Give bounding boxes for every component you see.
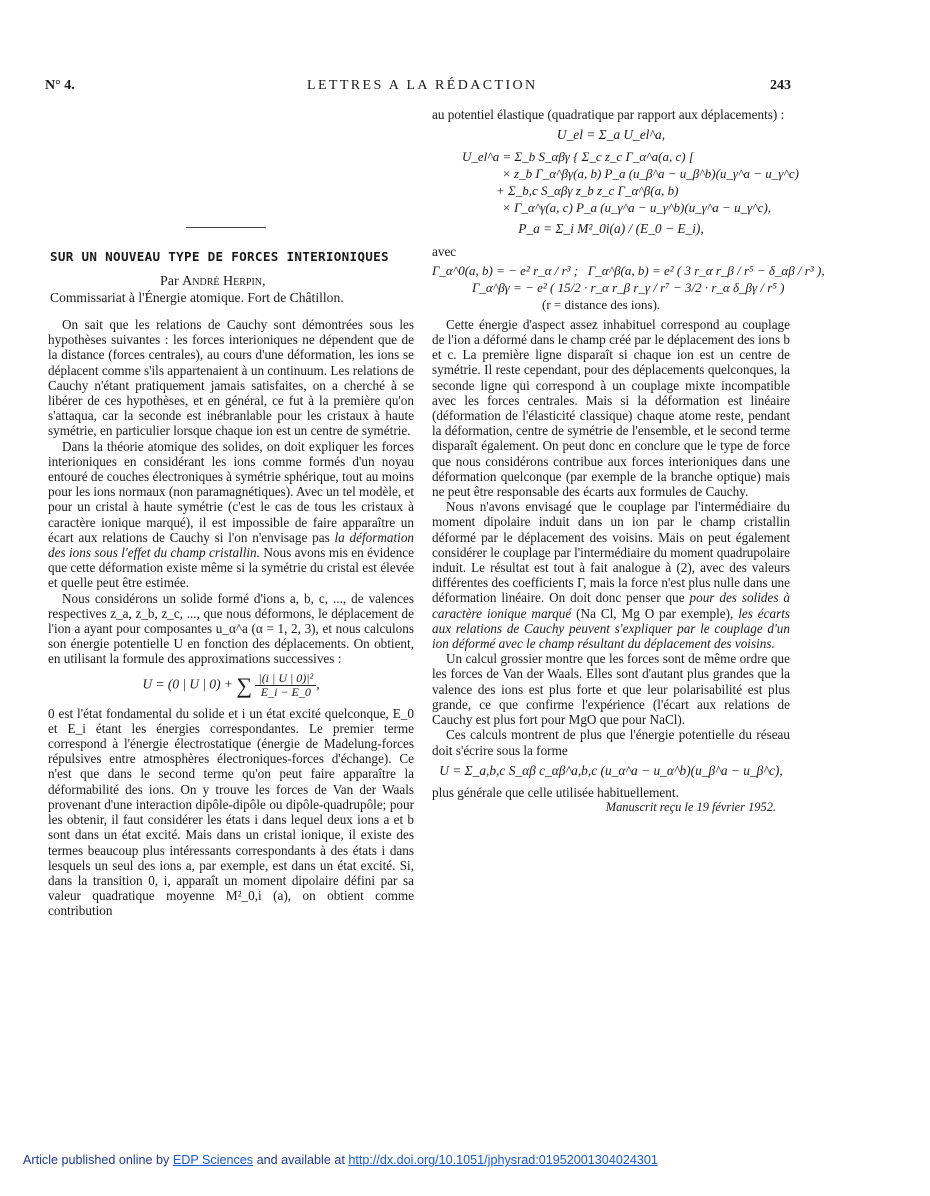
emphasis-text: les écarts aux relations de Cauchy peuvent s'expliquer par le couplage d'un ion déformé avec le champ résultant du déplacement des voisins. (432, 605, 791, 652)
paragraph: Cette énergie d'aspect assez inhabituel correspond au couplage de l'ion a déformé dans le champ créé par le déplacement des ions b et c. La première ligne disparaît si chaque ion est un centre de symétrie. Il reste cependant, pour des déplacements quelconques, la seconde ligne qui correspond à un couplage mixte incompatible avec les forces centrales. Mais si la déformation est linéaire (déformation de l'élasticité classique) chaque atome reste, pendant la déformation, centre de symétrie de l'ensemble, et le second terme disparaît également. On peut donc en conclure que le type de force que nous considérons contribue aux forces interioniques dans une déformation quelconque (par exemple de la branche optique) mais ne peut être responsable des écarts aux formules de Cauchy. (432, 316, 790, 500)
byline (160, 274, 266, 290)
fraction-denominator: E_i − E_0 (260, 684, 311, 699)
equation-line: Γ_α^βγ = − e² ( 15/2 · r_α r_β r_γ / r⁷ − 3/2 · r_α δ_βγ / r⁵ ) (472, 279, 785, 295)
publisher-link[interactable]: EDP Sciences (172, 1153, 254, 1167)
paragraph: On sait que les relations de Cauchy sont démontrées sous les hypothèses suivantes : les forces interioniques ne dépendent que de la distance (forces centrales), au cours d'une déformation, les ions se déplacent comme s'ils appartenaient à un continuum. Les relations de Cauchy n'étant pratiquement jamais satisfaites, on a cherché à se libérer de ces hypothèses, et en général, ce fut à la première qu'on s'attaqua, car la seconde est inébranlable pour les cristaux à haute symétrie, en particulier lorsque chaque ion est un centre de symétrie. (48, 317, 414, 439)
byline-prefix: Par (160, 274, 179, 289)
author-name: André Herpin, (182, 274, 266, 289)
paragraph-text: Nous n'avons envisagé que le couplage par l'intermédiaire du moment dipolaire induit dans un ion par le champ cristallin déformé par le déplacement des voisins. Mais on peut également considérer le couplage par l'intermédiaire du moment quadrupolaire induit. Le résultat est tout à fait analogue à (2), avec des valeurs différentes des coefficients Γ, mais la force n'est plus nulle dans une déformation linéaire. On doit donc penser que (432, 499, 790, 606)
equation-6: U = Σ_a,b,c S_αβ c_αβ^a,b,c (u_α^a − u_α^b)(u_β^a − u_β^c), (439, 762, 783, 778)
equation-line: × z_b Γ_α^βγ(a, b) P_a (u_β^a − u_β^b)(u_γ^a − u_γ^c) (502, 166, 799, 182)
equation-fraction (255, 672, 316, 699)
paragraph-text: Nous avons mis en évidence que cette déformation existe même si la symétrie du cristal est élevée et quelle peut être estimée. (48, 545, 415, 591)
equation-line: U_el^a = Σ_b S_αβγ { Σ_c z_c Γ_α^a(a, c) [ (462, 149, 694, 165)
paragraph-text: Dans la théorie atomique des solides, on doit expliquer les forces interioniques en considérant les ions comme formés d'un noyau entouré de couches électroniques à symétrie sphérique, tout au moins pour les ions normaux (non paramagnétiques). Avec un tel modèle, et pour un cristal à haute symétrie (c'est le cas de tous les cristaux à caractère ionique marqué), il est impossible de faire apparaître un écart aux relations de Cauchy si l'on n'envisage pas (48, 438, 414, 545)
issue-number: N° 4. (45, 78, 75, 93)
running-header (45, 78, 791, 98)
avec-label: avec (432, 243, 457, 259)
doi-link[interactable]: http://dx.doi.org/10.1051/jphysrad:01952001304024301 (348, 1153, 658, 1167)
footer-prefix: Article published online by (23, 1153, 170, 1167)
equation-line: × Γ_α^γ(a, c) P_a (u_γ^a − u_γ^b)(u_γ^a − u_γ^c), (502, 200, 772, 216)
equation-lhs: U = (0 | U | 0) + (142, 676, 233, 692)
paragraph: plus générale que celle utilisée habituellement. (432, 784, 679, 800)
sum-symbol: ∑ (236, 672, 253, 698)
article-title: SUR UN NOUVEAU TYPE DE FORCES INTERIONIQUES (50, 249, 389, 264)
emphasis-text: pour des solides à caractère ionique marqué (432, 590, 791, 621)
paragraph (48, 439, 414, 591)
equation-5 (432, 262, 825, 313)
fraction-numerator: |(i | U | 0)|² (255, 672, 316, 686)
paragraph: 0 est l'état fondamental du solide et i un état excité quelconque, E_0 et E_i étant les énergies correspondantes. Le premier terme correspond à l'énergie électrostatique (énergie de Madelung-forces répulsives entre atmosphères électroniques-forces d'échange). Ce n'est que dans le second terme qu'on peut faire apparaître la déformabilité des ions. On y trouve les forces de Van der Waals provenant d'une interaction dipôle-dipôle ou dipôle-quadrupôle; pour les obtenir, il faut considérer les états i dans lequel deux ions a et b sont dans un état excité. Mais dans un cristal ionique, il existe des termes beaucoup plus intéressants correspondants à des états i dans lesquels un seul des ions a, par exemple, est dans un état excité. Si, dans la transition 0, i, apparaît un moment dipolaire défini par sa valeur quadratique moyenne M²_0,i (a), on obtient comme contribution (48, 705, 414, 919)
equation-2: U_el = Σ_a U_el^a, (556, 127, 666, 143)
paragraph-text: (Na Cl, Mg O par exemple), (576, 605, 734, 621)
paragraph: Un calcul grossier montre que les forces sont de même ordre que les forces de Van der Waals. Elles sont d'autant plus grandes que la valence des ions est plus forte et que leur polarisabilité est plus grande, ce que confirme l'expérience (l'écart aux relations de Cauchy est plus fort pour MgO que pour NaCl). (432, 651, 790, 728)
paragraph: au potentiel élastique (quadratique par rapport aux déplacements) : (432, 107, 785, 122)
equation-note: (r = distance des ions). (542, 296, 661, 312)
equation-1: U = (0 | U | 0) + ∑ $\frac{\text{|(i | U | 0)|²}}{E\_i - E\_0}$ , (142, 670, 320, 699)
equation-3 (462, 149, 799, 216)
emphasis-text: la déformation des ions sous l'effet du champ cristallin. (48, 529, 415, 561)
received-date: Manuscrit reçu le 19 février 1952. (605, 800, 776, 815)
equation-part: Γ_α^0(a, b) = − e² r_α / r³ ; (432, 262, 579, 278)
paragraph (432, 499, 790, 651)
footer-middle: and available at (256, 1153, 345, 1167)
paragraph: Nous considérons un solide formé d'ions a, b, c, ..., de valences respectives z_a, z_b, z_c, ..., que nous déformons, le déplacement de l'ion a ayant pour composantes u_α^a (α = 1, 2, 3), et nous calculons son énergie potentielle U en fonction des déplacements. On obtient, en utilisant la formule des approximations successives : (48, 590, 414, 667)
affiliation: Commissariat à l'Énergie atomique. Fort de Châtillon. (50, 290, 344, 305)
left-column (48, 317, 414, 919)
equation-4: P_a = Σ_i M²_0i(a) / (E_0 − E_i), (518, 221, 704, 237)
equation-line (432, 262, 825, 279)
publication-footer (23, 1153, 658, 1167)
separator-rule (186, 227, 266, 228)
equation-part: Γ_α^β(a, b) = e² ( 3 r_α r_β / r⁵ − δ_αβ / r³ ), (587, 262, 825, 278)
journal-section-title: LETTRES A LA RÉDACTION (307, 78, 538, 93)
paragraph: Ces calculs montrent de plus que l'énergie potentielle du réseau doit s'écrire sous la forme (432, 727, 790, 758)
right-column (432, 107, 825, 815)
equation-line: + Σ_b,c S_αβγ z_b z_c Γ_α^β(a, b) (496, 183, 679, 199)
page-number: 243 (770, 78, 791, 93)
